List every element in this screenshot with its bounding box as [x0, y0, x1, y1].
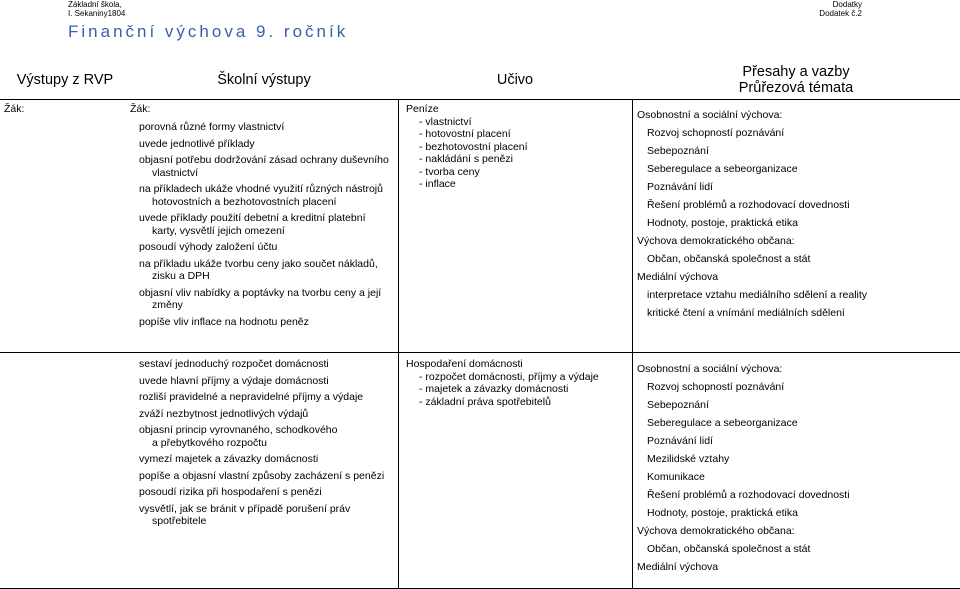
rvp-zak-label: Žák: [4, 103, 25, 115]
output-text: popíše vliv inflace na hodnotu peněz [139, 315, 309, 328]
ucivo-item: - základní práva spotřebitelů [419, 395, 551, 408]
ucivo-heading: Hospodaření domácnosti [406, 358, 523, 370]
output-item [139, 391, 384, 404]
school-line-2: I. Sekaniny1804 [68, 9, 126, 18]
output-item [139, 183, 389, 208]
ucivo-item: - nakládání s penězi [419, 153, 513, 165]
output-text: objasní potřebu dodržování zásad ochrany duševního [139, 154, 389, 166]
school-line-1: Základní škola, [68, 0, 122, 9]
output-text-cont: hotovostních a bezhotovostních placení [152, 195, 337, 208]
ucivo-item: - rozpočet domácnosti, příjmy a výdaje [419, 370, 599, 383]
section1-ucivo [406, 103, 528, 191]
tema-heading: Mediální výchova [637, 561, 719, 573]
section-divider [0, 352, 960, 353]
column-header-presahy [632, 64, 960, 96]
tema-heading: Osobnostní a sociální výchova: [637, 363, 783, 375]
output-text: popíše a objasní vlastní způsoby zacházení s penězi [139, 469, 385, 482]
output-item [139, 424, 384, 449]
output-text: zváží nezbytnost jednotlivých výdajů [139, 407, 309, 420]
column-header-rvp: Výstupy z RVP [16, 72, 114, 88]
skolni-zak-label: Žák: [130, 103, 151, 115]
output-item [139, 470, 384, 483]
output-text: uvede příklady použití debetní a kreditní platební [139, 212, 366, 224]
output-text: sestaví jednoduchý rozpočet domácnosti [139, 358, 329, 370]
output-text: na příkladu ukáže tvorbu ceny jako součet nákladů, [139, 257, 378, 270]
presahy-title: Přesahy a vazby [742, 64, 850, 80]
output-item [139, 154, 389, 179]
output-item [139, 212, 389, 237]
ucivo-heading: Peníze [406, 103, 439, 115]
output-text-cont: spotřebitele [152, 515, 207, 527]
section2-outputs [139, 358, 384, 532]
tema-item: Rozvoj schopností poznávání [647, 127, 785, 139]
output-text: uvede hlavní příjmy a výdaje domácnosti [139, 374, 329, 387]
tema-item: Seberegulace a sebeorganizace [647, 163, 798, 175]
output-text: na příkladech ukáže vhodné využití různých nástrojů [139, 183, 383, 195]
output-item [139, 287, 389, 312]
tema-item: Řešení problémů a rozhodovací dovednosti [647, 199, 850, 211]
output-text: objasní princip vyrovnaného, schodkového [139, 424, 338, 436]
tema-item: interpretace vztahu mediálního sdělení a reality [647, 289, 868, 301]
output-item [139, 375, 384, 388]
tema-item: Komunikace [647, 471, 705, 483]
document-label-1: Dodatky [832, 0, 862, 9]
output-text: porovná různé formy vlastnictví [139, 121, 285, 133]
output-text-cont: vlastnictví [152, 166, 199, 179]
tema-item: Sebepoznání [647, 145, 709, 157]
output-item [139, 453, 384, 466]
ucivo-item: - vlastnictví [419, 115, 472, 128]
output-text: uvede jednotlivé příklady [139, 137, 255, 150]
output-text: vymezí majetek a závazky domácnosti [139, 453, 319, 465]
output-text-cont: zisku a DPH [152, 270, 210, 282]
column-divider-temata [632, 99, 633, 589]
output-text-cont: a přebytkového rozpočtu [152, 436, 267, 449]
tema-heading: Výchova demokratického občana: [637, 235, 795, 247]
tema-item: Hodnoty, postoje, praktická etika [647, 217, 798, 229]
section2-temata [637, 363, 850, 579]
output-item [139, 486, 384, 499]
output-item [139, 358, 384, 371]
output-text: posoudí výhody založení účtu [139, 241, 278, 253]
header-divider [0, 99, 960, 100]
ucivo-item: - tvorba ceny [419, 165, 480, 178]
tema-item: Řešení problémů a rozhodovací dovednosti [647, 489, 850, 501]
section1-outputs [139, 121, 389, 332]
school-name [68, 0, 125, 18]
output-item [139, 121, 389, 134]
tema-heading: Osobnostní a sociální výchova: [637, 109, 783, 121]
tema-item: Hodnoty, postoje, praktická etika [647, 507, 798, 519]
tema-item: Občan, občanská společnost a stát [647, 253, 811, 265]
column-header-ucivo: Učivo [496, 72, 534, 88]
column-divider-ucivo [398, 99, 399, 589]
output-item [139, 258, 389, 283]
document-label-2: Dodatek č.2 [819, 9, 862, 18]
output-item [139, 408, 384, 421]
tema-item: Poznávání lidí [647, 181, 713, 193]
output-item [139, 503, 384, 528]
ucivo-item: - inflace [419, 178, 456, 190]
tema-item: Občan, občanská společnost a stát [647, 543, 811, 555]
tema-item: Sebepoznání [647, 399, 709, 411]
output-text: posoudí rizika při hospodaření s penězi [139, 486, 322, 498]
prurezova-temata-title: Průřezová témata [738, 80, 854, 96]
output-item [139, 138, 389, 151]
page-title: Finanční výchova 9. ročník [68, 22, 349, 41]
column-header-skolni: Školní výstupy [217, 72, 311, 88]
tema-item: Mezilidské vztahy [647, 453, 730, 465]
output-item [139, 241, 389, 254]
ucivo-item: - bezhotovostní placení [419, 140, 528, 153]
output-text: rozliší pravidelné a nepravidelné příjmy a výdaje [139, 391, 364, 403]
tema-heading: Výchova demokratického občana: [637, 525, 795, 537]
output-text-cont: změny [152, 299, 183, 311]
tema-item: Rozvoj schopností poznávání [647, 381, 785, 393]
output-text: vysvětlí, jak se bránit v případě porušení práv [139, 502, 351, 515]
tema-heading: Mediální výchova [637, 271, 719, 283]
section2-ucivo [406, 358, 599, 408]
output-text-cont: karty, vysvětlí jejich omezení [152, 224, 285, 237]
tema-item: Seberegulace a sebeorganizace [647, 417, 798, 429]
document-label [819, 0, 862, 18]
tema-item: Poznávání lidí [647, 435, 713, 447]
tema-item: kritické čtení a vnímání mediálních sdělení [647, 307, 845, 319]
ucivo-item: - hotovostní placení [419, 128, 511, 140]
section1-temata [637, 109, 867, 325]
ucivo-item: - majetek a závazky domácnosti [419, 383, 569, 395]
output-text: objasní vliv nabídky a poptávky na tvorbu ceny a její [139, 286, 382, 299]
output-item [139, 316, 389, 329]
